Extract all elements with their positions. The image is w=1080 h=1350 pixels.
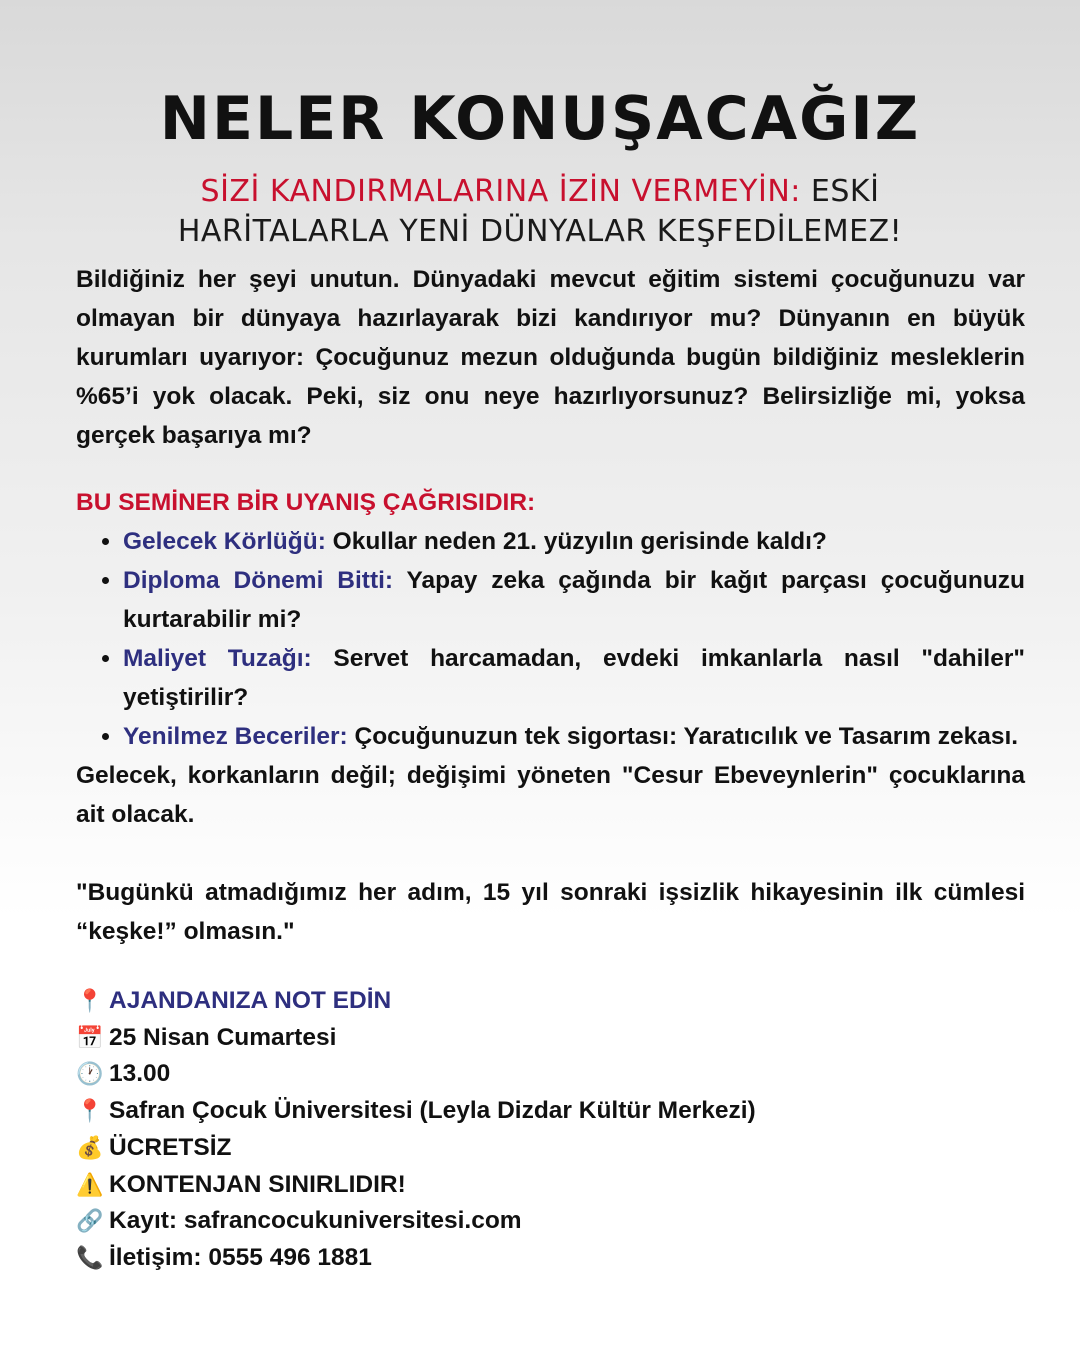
calendar-icon: 📅	[76, 1024, 104, 1050]
bullet-term: Gelecek Körlüğü:	[123, 528, 326, 555]
event-register-row[interactable]	[76, 1203, 1025, 1240]
event-date-row	[76, 1020, 1025, 1057]
warning-icon: ⚠️	[76, 1171, 104, 1197]
spacer	[76, 834, 1025, 873]
intro-paragraph: Bildiğiniz her şeyi unutun. Dünyadaki mevcut eğitim sistemi çocuğunuzu var olmayan bir dünyaya hazırlayarak bizi kandırıyor mu? Dünyanın en büyük kurumları uyarıyor: Çocuğunuz mezun olduğunda bugün bildiğiniz mesleklerin %65’i yok olacak. Peki, siz onu neye hazırlıyorsunuz? Belirsizliğe mi, yoksa gerçek başarıya mı?	[76, 266, 1025, 449]
bullet-term: Yenilmez Beceriler:	[123, 723, 348, 750]
main-content	[76, 260, 1025, 1277]
subtitle-red: SİZİ KANDIRMALARINA İZİN VERMEYİN:	[200, 174, 801, 209]
register-link[interactable]: Kayıt: safrancocukuniversitesi.com	[109, 1207, 522, 1235]
event-contact-row	[76, 1240, 1025, 1277]
list-item	[123, 561, 1025, 639]
event-heading-row	[76, 983, 1025, 1020]
bullet-text: Servet harcamadan, evdeki imkanlarla nasıl "dahiler" yetiştirilir?	[123, 645, 1025, 711]
event-time: 13.00	[109, 1060, 171, 1088]
list-item	[123, 717, 1025, 756]
bullet-term: Maliyet Tuzağı:	[123, 645, 312, 672]
clock-icon: 🕐	[76, 1061, 104, 1087]
money-bag-icon: 💰	[76, 1134, 104, 1160]
bullet-text: Okullar neden 21. yüzyılın gerisinde kaldı?	[325, 528, 827, 555]
event-warning: KONTENJAN SINIRLIDIR!	[109, 1170, 406, 1198]
phone-icon: 📞	[76, 1244, 104, 1270]
event-info	[76, 983, 1025, 1277]
event-price: ÜCRETSİZ	[109, 1133, 232, 1161]
subtitle	[0, 172, 1080, 252]
page-title: NELER KONUŞACAĞIZ	[159, 84, 921, 154]
subtitle-dark-2: HARİTALARLA YENİ DÜNYALAR KEŞFEDİLEMEZ!	[177, 214, 903, 249]
bullet-list	[76, 522, 1025, 756]
event-warning-row	[76, 1167, 1025, 1204]
bullet-text: Yapay zeka çağında bir kağıt parçası çocuğunuzu kurtarabilir mi?	[123, 567, 1026, 633]
event-price-row	[76, 1130, 1025, 1167]
pin-icon: 📍	[76, 988, 104, 1013]
quote-paragraph: "Bugünkü atmadığımız her adım, 15 yıl sonraki işsizlik hikayesinin ilk cümlesi “keşke!” olmasın."	[76, 879, 1025, 945]
event-location: Safran Çocuk Üniversitesi (Leyla Dizdar Kültür Merkezi)	[109, 1097, 756, 1125]
list-item	[123, 639, 1025, 717]
pin-icon: 📍	[76, 1098, 104, 1124]
event-location-row	[76, 1093, 1025, 1130]
bullet-text: Çocuğunuzun tek sigortası: Yaratıcılık ve Tasarım zekası.	[347, 723, 1019, 750]
event-time-row	[76, 1056, 1025, 1093]
bullet-term: Diploma Dönemi Bitti:	[123, 567, 394, 594]
contact-info: İletişim: 0555 496 1881	[109, 1243, 372, 1271]
section-heading: BU SEMİNER BİR UYANIŞ ÇAĞRISIDIR:	[76, 489, 536, 516]
closing-paragraph: Gelecek, korkanların değil; değişimi yöneten "Cesur Ebeveynlerin" çocuklarına ait olacak.	[76, 762, 1025, 828]
link-icon: 🔗	[76, 1208, 104, 1234]
list-item	[123, 522, 1025, 561]
event-heading: AJANDANIZA NOT EDİN	[109, 987, 392, 1014]
subtitle-dark-1: ESKİ	[800, 174, 880, 209]
event-date: 25 Nisan Cumartesi	[109, 1023, 337, 1051]
